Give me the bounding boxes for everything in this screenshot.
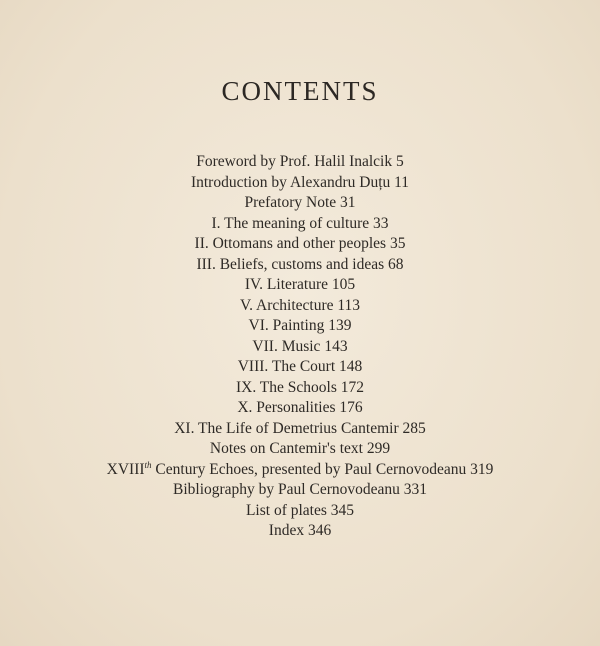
toc-entry-chapter-7: VII. Music 143 xyxy=(252,337,348,355)
toc-entry-chapter-10: X. Personalities 176 xyxy=(237,399,363,416)
toc-entry-chapter-11: XI. The Life of Demetrius Cantemir 285 xyxy=(174,419,426,437)
toc-entry-century-echoes: XVIIIth Century Echoes, presented by Paul Cernovodeanu 319 xyxy=(106,459,494,478)
toc-entry-chapter-3: III. Beliefs, customs and ideas 68 xyxy=(196,255,404,273)
toc-entry-notes: Notes on Cantemir's text 299 xyxy=(209,440,391,457)
toc-entry-introduction: Introduction by Alexandru Duțu 11 xyxy=(190,173,410,191)
toc-entry-chapter-9: IX. The Schools 172 xyxy=(235,378,364,396)
page-title: CONTENTS xyxy=(221,76,379,106)
toc-entry-bibliography: Bibliography by Paul Cernovodeanu 331 xyxy=(173,481,427,498)
toc-entry-chapter-8: VIII. The Court 148 xyxy=(237,358,363,375)
toc-entry-chapter-6: VI. Painting 139 xyxy=(248,317,352,334)
toc-entry-foreword: Foreword by Prof. Halil Inalcik 5 xyxy=(196,153,404,170)
toc-entry-index: Index 346 xyxy=(268,522,332,539)
toc-entry-list-of-plates: List of plates 345 xyxy=(245,501,355,519)
table-of-contents xyxy=(0,152,600,542)
toc-entry-chapter-1: I. The meaning of culture 33 xyxy=(211,214,389,232)
toc-entry-chapter-4: IV. Literature 105 xyxy=(244,276,356,293)
toc-entry-chapter-2: II. Ottomans and other peoples 35 xyxy=(194,235,406,252)
toc-entry-prefatory-note: Prefatory Note 31 xyxy=(244,194,356,211)
toc-entry-chapter-5: V. Architecture 113 xyxy=(239,296,361,314)
